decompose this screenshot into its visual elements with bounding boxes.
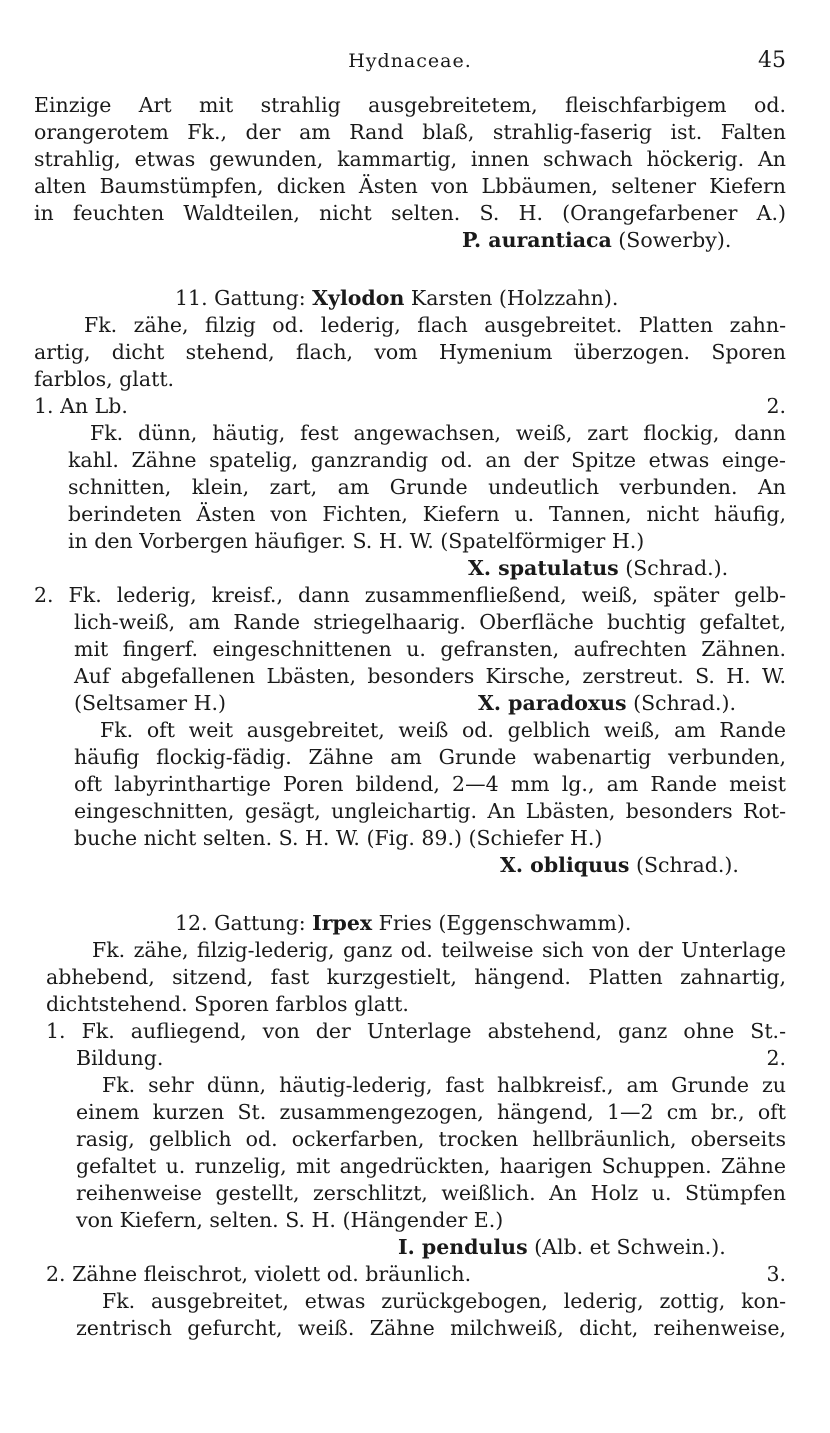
- text-run: (Alb. et Schwein.).: [527, 1235, 726, 1259]
- bold-term: P. aurantiaca: [462, 228, 612, 252]
- genus-heading: [175, 910, 786, 937]
- text-line: [76, 1315, 786, 1342]
- text-run: Einzige Art mit strahlig ausgebreitetem, fleischfarbigem od.: [34, 93, 786, 117]
- text-run: (Seltsamer H.): [74, 691, 226, 715]
- text-run: (Sowerby).: [611, 228, 732, 252]
- species-name: [468, 555, 786, 582]
- text-run: rasig, gelblich od. ockerfarben, trocken hellbräunlich, oberseits: [76, 1127, 786, 1151]
- text-line: [76, 1207, 786, 1234]
- text-line: [102, 1288, 786, 1315]
- text-run: gefaltet u. runzelig, mit angedrückten, haarigen Schuppen. Zähne: [76, 1154, 786, 1178]
- text-line: [34, 119, 786, 146]
- text-run: 2. Zähne fleischrot, violett od. bräunlich.: [46, 1262, 472, 1286]
- text-line: [68, 447, 786, 474]
- text-line: [100, 717, 786, 744]
- text-line: [84, 312, 786, 339]
- text-run: Fk. oft weit ausgebreitet, weiß od. gelblich weiß, am Rande: [100, 718, 786, 742]
- bold-term: Irpex: [312, 911, 373, 935]
- species-name: [398, 1234, 786, 1261]
- text-run: schnitten, klein, zart, am Grunde undeutlich verbunden. An: [68, 475, 786, 499]
- text-line: [68, 528, 786, 555]
- species-name: [478, 690, 786, 717]
- text-line: [74, 744, 786, 771]
- text-line: [34, 200, 786, 227]
- text-run: Bildung.: [76, 1046, 164, 1070]
- text-run: von Kiefern, selten. S. H. (Hängender E.): [76, 1208, 504, 1232]
- text-run: Fk. ausgebreitet, etwas zurückgebogen, lederig, zottig, kon-: [102, 1289, 786, 1313]
- text-line: [34, 339, 786, 366]
- text-run: Karsten (Holzzahn).: [404, 286, 619, 310]
- text-run: (Schrad.).: [618, 556, 729, 580]
- text-run: reihenweise gestellt, zerschlitzt, weißlich. An Holz u. Stümpfen: [76, 1181, 786, 1205]
- key-item: [34, 582, 786, 609]
- text-line: [74, 771, 786, 798]
- text-run: Fk. dünn, häutig, fest angewachsen, weiß, zart flockig, dann: [90, 421, 786, 445]
- text-run: berindeten Ästen von Fichten, Kiefern u. Tannen, nicht häufig,: [68, 502, 786, 526]
- text-line: [34, 366, 786, 393]
- genus-heading: [175, 285, 786, 312]
- species-name: [500, 852, 786, 879]
- text-run: 2.: [766, 394, 786, 418]
- text-run: mit fingerf. eingeschnittenen u. gefransten, aufrechten Zähnen.: [74, 637, 786, 661]
- text-line: [74, 636, 786, 663]
- text-run: 11. Gattung:: [175, 286, 313, 310]
- text-run: eingeschnitten, gesägt, ungleichartig. An Lbästen, besonders Rot-: [74, 799, 786, 823]
- text-run: buche nicht selten. S. H. W. (Fig. 89.) (Schiefer H.): [74, 826, 603, 850]
- text-line: [46, 964, 786, 991]
- text-line: [74, 798, 786, 825]
- text-run: abhebend, sitzend, fast kurzgestielt, hängend. Platten zahnartig,: [46, 965, 786, 989]
- text-run: farblos, glatt.: [34, 367, 175, 391]
- bold-term: I. pendulus: [398, 1235, 528, 1259]
- text-run: (Schrad.).: [626, 691, 736, 715]
- bold-term: X. spatulatus: [468, 556, 619, 580]
- text-line: [90, 420, 786, 447]
- text-run: dichtstehend. Sporen farblos glatt.: [46, 992, 409, 1016]
- key-reference: [34, 393, 786, 420]
- text-run: einem kurzen St. zusammengezogen, hängend, 1—2 cm br., oft: [76, 1100, 786, 1124]
- text-line: [34, 173, 786, 200]
- text-line: [76, 1153, 786, 1180]
- text-run: artig, dicht stehend, flach, vom Hymenium überzogen. Sporen: [34, 340, 786, 364]
- text-line: [34, 146, 786, 173]
- text-run: orangerotem Fk., der am Rand blaß, strahlig-faserig ist. Falten: [34, 120, 786, 144]
- text-run: 2. Fk. lederig, kreisf., dann zusammenfließend, weiß, später gelb-: [34, 583, 786, 607]
- text-line: [76, 1099, 786, 1126]
- key-reference: [34, 1261, 786, 1288]
- bold-term: X. paradoxus: [478, 691, 627, 715]
- text-run: 1. An Lb.: [34, 394, 128, 418]
- page-header: [34, 48, 786, 78]
- text-line: [46, 991, 786, 1018]
- species-name: [462, 227, 786, 254]
- text-line: [74, 663, 786, 690]
- key-item: [46, 1018, 786, 1045]
- text-run: Auf abgefallenen Lbästen, besonders Kirsche, zerstreut. S. H. W.: [74, 664, 786, 688]
- text-line: [68, 501, 786, 528]
- bold-term: Xylodon: [312, 286, 405, 310]
- text-run: häufig flockig-fädig. Zähne am Grunde wabenartig verbunden,: [74, 745, 786, 769]
- text-line: [102, 1072, 786, 1099]
- key-reference: [34, 1045, 786, 1072]
- text-line: [76, 1126, 786, 1153]
- text-line: [34, 92, 786, 119]
- text-line: [68, 474, 786, 501]
- running-head: Hydnaceae.: [348, 50, 472, 72]
- bold-term: X. obliquus: [500, 853, 630, 877]
- text-run: in den Vorbergen häufiger. S. H. W. (Spatelförmiger H.): [68, 529, 645, 553]
- text-run: Fk. zähe, filzig-lederig, ganz od. teilweise sich von der Unterlage: [92, 938, 786, 962]
- text-run: (Schrad.).: [629, 853, 739, 877]
- text-line: [74, 825, 786, 852]
- text-run: Fk. zähe, filzig od. lederig, flach ausgebreitet. Platten zahn-: [84, 313, 786, 337]
- text-run: oft labyrinthartige Poren bildend, 2—4 mm lg., am Rande meist: [74, 772, 786, 796]
- text-run: lich-weiß, am Rande striegelhaarig. Oberfläche buchtig gefaltet,: [74, 610, 786, 634]
- text-run: 1. Fk. aufliegend, von der Unterlage abstehend, ganz ohne St.-: [46, 1019, 786, 1043]
- text-line: [74, 609, 786, 636]
- text-run: Fk. sehr dünn, häutig-lederig, fast halbkreisf., am Grunde zu: [102, 1073, 786, 1097]
- text-run: strahlig, etwas gewunden, kammartig, innen schwach höckerig. An: [34, 147, 786, 171]
- text-line: [92, 937, 786, 964]
- text-run: alten Baumstümpfen, dicken Ästen von Lbbäumen, seltener Kiefern: [34, 174, 786, 198]
- text-run: in feuchten Waldteilen, nicht selten. S. H. (Orangefarbener A.): [34, 201, 786, 225]
- text-run: kahl. Zähne spatelig, ganzrandig od. an der Spitze etwas einge-: [68, 448, 786, 472]
- page-number: 45: [758, 48, 786, 73]
- text-run: 3.: [766, 1262, 786, 1286]
- text-run: Fries (Eggenschwamm).: [372, 911, 632, 935]
- text-run: 12. Gattung:: [175, 911, 313, 935]
- text-run: 2.: [766, 1046, 786, 1070]
- text-run: zentrisch gefurcht, weiß. Zähne milchweiß, dicht, reihenweise,: [76, 1316, 786, 1340]
- text-line: [76, 1180, 786, 1207]
